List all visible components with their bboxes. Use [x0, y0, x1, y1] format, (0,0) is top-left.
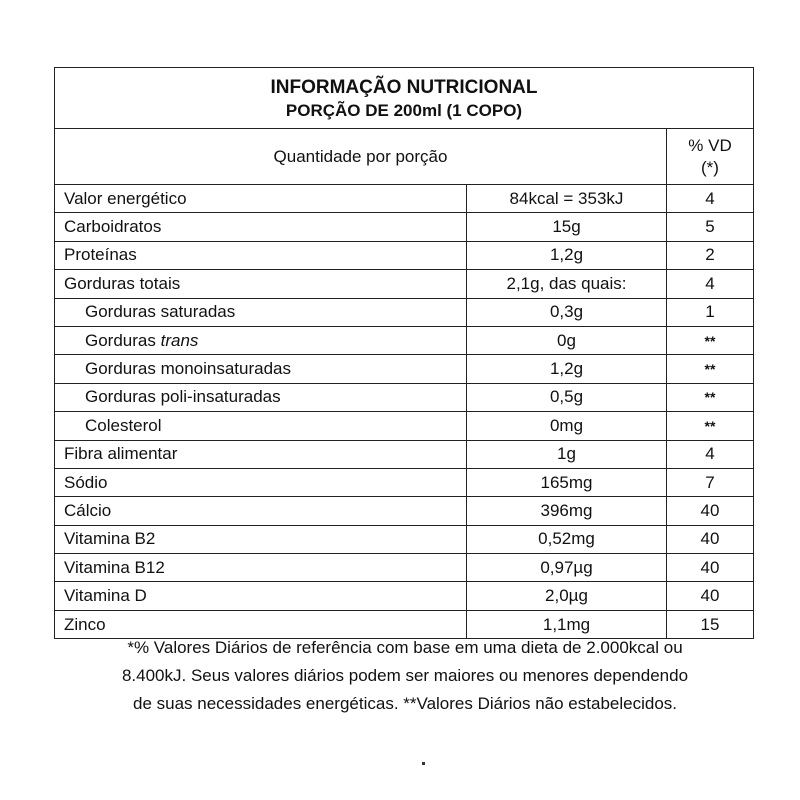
nutrient-name-italic: trans — [160, 330, 199, 350]
nutrient-name — [55, 582, 467, 610]
nutrient-quantity: 0,3g — [467, 298, 667, 326]
nutrient-vd: 2 — [667, 241, 754, 269]
nutrition-facts-panel — [54, 67, 753, 639]
nutrient-vd: 40 — [667, 554, 754, 582]
nutrient-vd: 40 — [667, 525, 754, 553]
nutrient-name — [55, 383, 467, 411]
nutrient-name-text: Carboidratos — [64, 217, 162, 237]
table-row — [55, 326, 754, 354]
nutrient-vd: 4 — [667, 440, 754, 468]
vd-header — [667, 129, 754, 185]
nutrient-vd: 15 — [667, 610, 754, 638]
quantity-header: Quantidade por porção — [55, 129, 667, 185]
table-row — [55, 270, 754, 298]
table-row — [55, 213, 754, 241]
nutrient-quantity: 1,2g — [467, 355, 667, 383]
table-row — [55, 582, 754, 610]
nutrient-name — [55, 270, 467, 298]
nutrient-name — [55, 298, 467, 326]
nutrient-quantity: 1g — [467, 440, 667, 468]
nutrient-name — [55, 468, 467, 496]
table-row — [55, 241, 754, 269]
nutrient-vd: ** — [667, 412, 754, 440]
nutrient-name — [55, 213, 467, 241]
nutrient-name-text: Colesterol — [85, 415, 162, 435]
nutrient-name — [55, 440, 467, 468]
nutrient-name-text: Vitamina B12 — [64, 557, 165, 577]
footnote — [60, 634, 750, 718]
nutrient-vd: ** — [667, 355, 754, 383]
nutrient-vd: 4 — [667, 185, 754, 213]
nutrient-name-text: Gorduras saturadas — [85, 302, 236, 322]
table-row — [55, 355, 754, 383]
nutrient-quantity: 0,5g — [467, 383, 667, 411]
nutrient-name-text: Gorduras totais — [64, 273, 181, 293]
table-row — [55, 525, 754, 553]
nutrient-name — [55, 185, 467, 213]
nutrient-vd: 5 — [667, 213, 754, 241]
nutrient-quantity: 396mg — [467, 497, 667, 525]
nutrient-name — [55, 554, 467, 582]
serving-size: PORÇÃO DE 200ml (1 COPO) — [285, 101, 523, 120]
nutrient-name-text: Gorduras — [85, 330, 156, 350]
nutrient-quantity: 15g — [467, 213, 667, 241]
nutrient-vd: ** — [667, 326, 754, 354]
nutrient-name-text: Cálcio — [64, 500, 112, 520]
nutrient-name — [55, 241, 467, 269]
nutrient-vd: 1 — [667, 298, 754, 326]
nutrient-vd: 40 — [667, 582, 754, 610]
nutrient-name-text: Gorduras monoinsaturadas — [85, 359, 292, 379]
nutrient-quantity: 1,1mg — [467, 610, 667, 638]
table-title — [55, 68, 754, 129]
footnote-line: de suas necessidades energéticas. **Valores Diários não estabelecidos. — [132, 694, 677, 713]
nutrient-name — [55, 525, 467, 553]
nutrient-name-text: Gorduras poli-insaturadas — [85, 387, 281, 407]
nutrient-quantity: 2,1g, das quais: — [467, 270, 667, 298]
nutrient-name-text: Sódio — [64, 472, 108, 492]
nutrient-quantity: 165mg — [467, 468, 667, 496]
footnote-line: *% Valores Diários de referência com base em uma dieta de 2.000kcal ou — [127, 638, 683, 657]
nutrient-quantity: 0,97µg — [467, 554, 667, 582]
nutrient-name — [55, 497, 467, 525]
nutrient-quantity: 1,2g — [467, 241, 667, 269]
nutrient-vd: 7 — [667, 468, 754, 496]
table-row — [55, 412, 754, 440]
nutrient-vd: 4 — [667, 270, 754, 298]
table-row — [55, 383, 754, 411]
nutrient-vd: 40 — [667, 497, 754, 525]
nutrient-quantity: 0,52mg — [467, 525, 667, 553]
title: INFORMAÇÃO NUTRICIONAL — [270, 77, 538, 98]
nutrition-table — [54, 67, 754, 639]
vd-note: (*) — [701, 157, 719, 177]
table-row — [55, 440, 754, 468]
table-row — [55, 468, 754, 496]
nutrient-quantity: 0g — [467, 326, 667, 354]
nutrient-name-text: Fibra alimentar — [64, 444, 178, 464]
nutrient-quantity: 2,0µg — [467, 582, 667, 610]
footnote-line: 8.400kJ. Seus valores diários podem ser maiores ou menores dependendo — [121, 666, 689, 685]
table-row — [55, 298, 754, 326]
nutrient-name — [55, 326, 467, 354]
nutrient-quantity: 0mg — [467, 412, 667, 440]
nutrient-name-text: Zinco — [64, 614, 106, 634]
table-row — [55, 497, 754, 525]
vd-label: % VD — [688, 135, 732, 155]
nutrient-quantity: 84kcal = 353kJ — [467, 185, 667, 213]
stray-dot — [422, 762, 425, 765]
nutrient-name — [55, 355, 467, 383]
nutrient-name — [55, 412, 467, 440]
nutrient-vd: ** — [667, 383, 754, 411]
table-row — [55, 554, 754, 582]
table-row — [55, 185, 754, 213]
nutrient-name-text: Proteínas — [64, 245, 137, 265]
nutrient-name-text: Vitamina B2 — [64, 529, 156, 549]
nutrient-name-text: Valor energético — [64, 188, 187, 208]
nutrient-name-text: Vitamina D — [64, 586, 147, 606]
nutrient-rows — [55, 185, 754, 639]
